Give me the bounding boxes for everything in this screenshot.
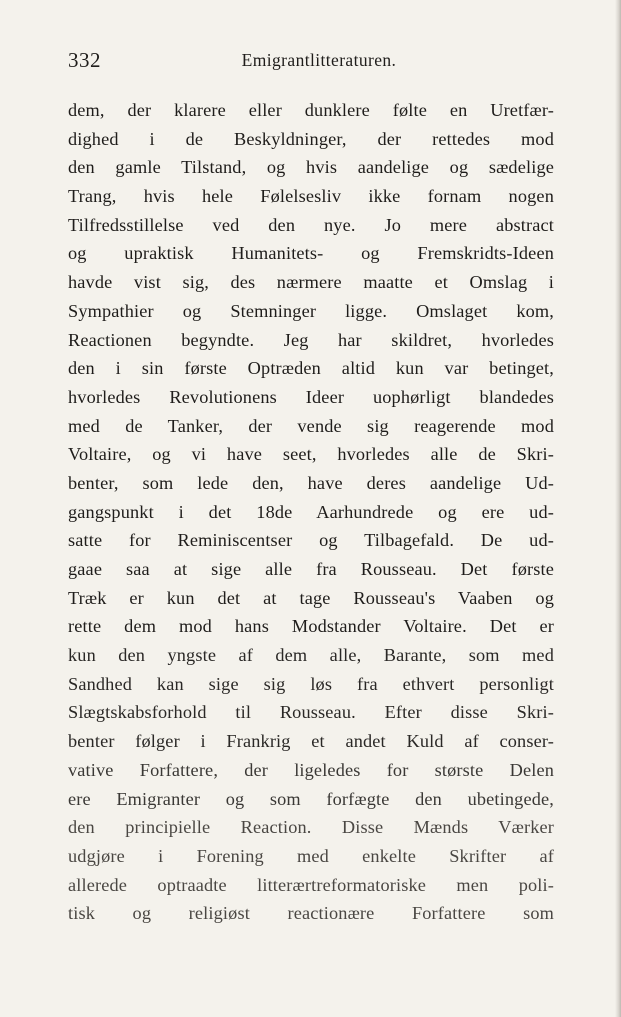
text-line: Slægtskabsforhold til Rousseau. Efter disse Skri- (68, 702, 554, 723)
text-line: Træk er kun det at tage Rousseau's Vaaben og (68, 587, 554, 608)
text-line: Trang, hvis hele Følelsesliv ikke fornam nogen (68, 186, 554, 207)
text-line: gangspunkt i det 18de Aarhundrede og ere ud- (68, 501, 554, 522)
text-line: vative Forfattere, der ligeledes for største Delen (68, 759, 554, 780)
text-line: Voltaire, og vi have seet, hvorledes alle de Skri- (68, 444, 554, 465)
text-line: Tilfredsstillelse ved den nye. Jo mere abstract (68, 214, 554, 235)
text-line: Sandhed kan sige sig løs fra ethvert personligt (68, 673, 554, 694)
text-line: rette dem mod hans Modstander Voltaire. Det er (68, 616, 554, 637)
text-line: dem, der klarere eller dunklere følte en Uretfær- (68, 100, 554, 120)
text-line: havde vist sig, des nærmere maatte et Omslag i (68, 272, 554, 293)
text-line: dighed i de Beskyldninger, der rettedes mod (68, 128, 554, 149)
text-line: gaae saa at sige alle fra Rousseau. Det første (68, 559, 554, 579)
text-line: den i sin første Optræden altid kun var betinget, (68, 358, 554, 379)
body-text (68, 96, 554, 928)
text-line: satte for Reminiscentser og Tilbagefald. De ud- (68, 530, 554, 551)
text-line: hvorledes Revolutionens Ideer uophørligt blandedes (68, 386, 554, 407)
text-line: benter følger i Frankrig et andet Kuld af conser- (68, 731, 554, 752)
text-line: benter, som lede den, have deres aandelige Ud- (68, 472, 554, 493)
text-line: tisk og religiøst reactionære Forfattere som (68, 903, 554, 924)
text-line: allerede optraadte litterærtreformatoriske men poli- (68, 874, 554, 895)
text-line: Sympathier og Stemninger ligge. Omslaget kom, (68, 300, 554, 321)
page-number: 332 (68, 48, 101, 72)
running-head (68, 48, 554, 78)
text-line: udgjøre i Forening med enkelte Skrifter af (68, 845, 554, 866)
text-line: ere Emigranter og som forfægte den ubetingede, (68, 788, 554, 809)
page-edge (615, 0, 621, 1017)
text-line: den principielle Reaction. Disse Mænds Værker (68, 817, 554, 838)
text-line: med de Tanker, der vende sig reagerende mod (68, 415, 554, 436)
text-line: Reactionen begyndte. Jeg har skildret, hvorledes (68, 329, 554, 350)
running-title: Emigrantlitteraturen. (241, 50, 397, 70)
text-line: den gamle Tilstand, og hvis aandelige og sædelige (68, 157, 554, 178)
text-line: og upraktisk Humanitets- og Fremskridts-Ideen (68, 243, 554, 264)
text-line: kun den yngste af dem alle, Barante, som med (68, 645, 554, 666)
